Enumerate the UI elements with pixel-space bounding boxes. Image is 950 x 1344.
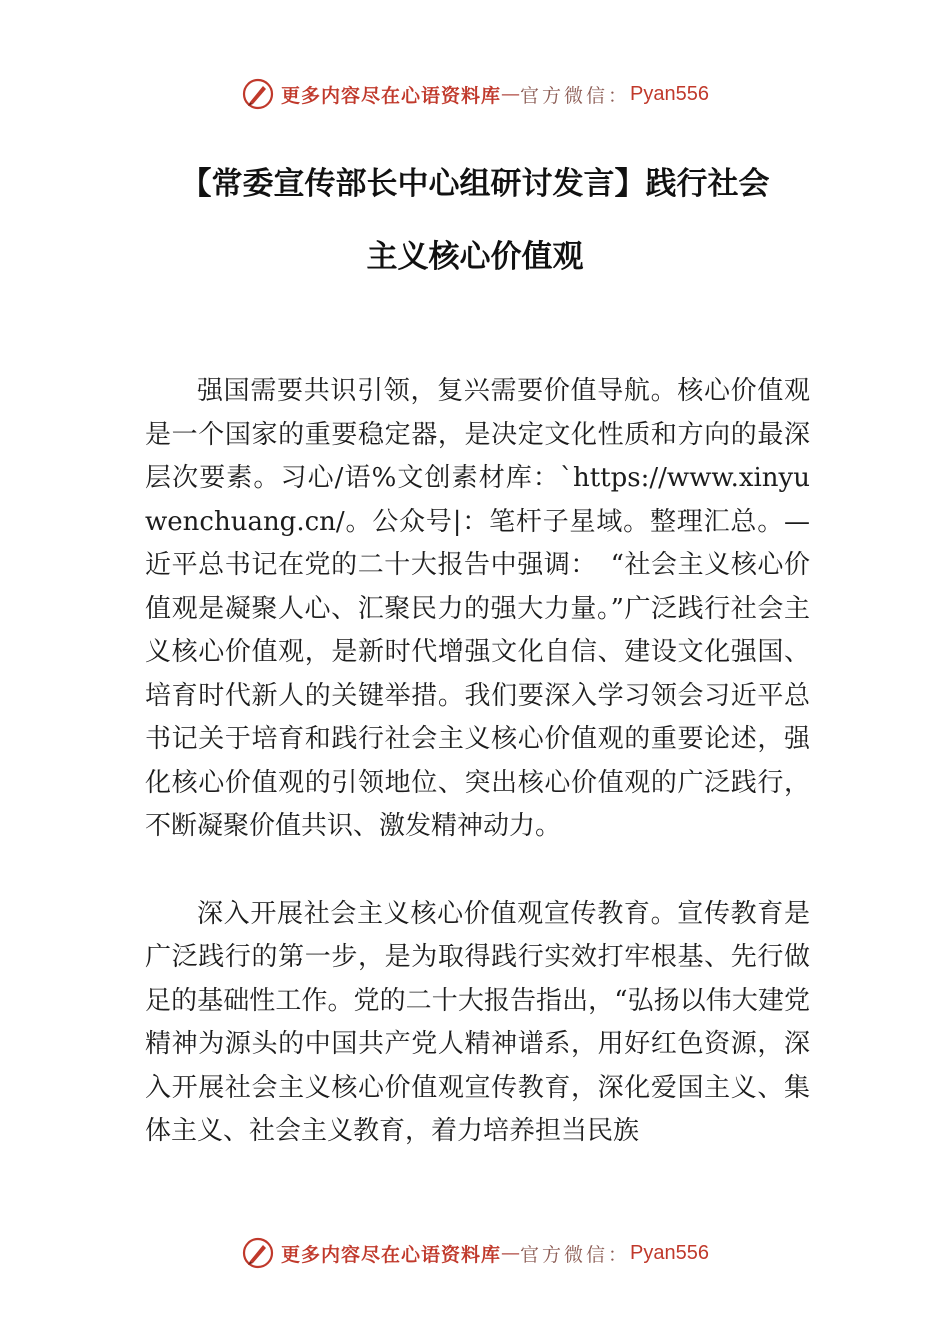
footer-banner	[0, 1233, 950, 1273]
document-body	[145, 370, 810, 1198]
banner-official-label: 官方微信：	[520, 84, 631, 107]
banner-site-name: 更多内容尽在心语资料库	[281, 84, 502, 107]
banner-separator: —	[501, 1242, 521, 1264]
banner-separator: —	[501, 83, 521, 105]
banner-wechat-id: Pyan556	[630, 82, 709, 105]
document-title-line-2: 主义核心价值观	[366, 239, 584, 275]
body-paragraph: 深入开展社会主义核心价值观宣传教育。宣传教育是广泛践行的第一步，是为取得践行实效打牢根基、先行做足的基础性工作。党的二十大报告指出，“弘扬以伟大建党精神为源头的中国共产党人精神谱系，用好红色资源，深入开展社会主义核心价值观宣传教育，深化爱国主义、集体主义、社会主义教育，着力培养担当民族	[145, 898, 810, 1146]
banner-site-name: 更多内容尽在心语资料库	[281, 1243, 502, 1266]
document-title-line-1: 【常委宣传部长中心组研讨发言】践行社会	[180, 166, 770, 202]
pen-logo-icon	[241, 77, 275, 111]
pen-logo-icon	[241, 1236, 275, 1270]
body-paragraph: 强国需要共识引领，复兴需要价值导航。核心价值观是一个国家的重要稳定器，是决定文化性质和方向的最深层次要素。习心/语%文创素材库：`https://www.xinyuwenchuang.cn/。公众号|：笔杆子星域。整理汇总。—近平总书记在党的二十大报告中强调： “社会主义核心价值观是凝聚人心、汇聚民力的强大力量。”广泛践行社会主义核心价值观，是新时代增强文化自信、建设文化强国、培育时代新人的关键举措。我们要深入学习领会习近平总书记关于培育和践行社会主义核心价值观的重要论述，强化核心价值观的引领地位、突出核心价值观的广泛践行，不断凝聚价值共识、激发精神动力。	[145, 376, 810, 841]
header-banner	[0, 74, 950, 114]
banner-wechat-id: Pyan556	[630, 1241, 709, 1264]
banner-official-label: 官方微信：	[520, 1243, 631, 1266]
